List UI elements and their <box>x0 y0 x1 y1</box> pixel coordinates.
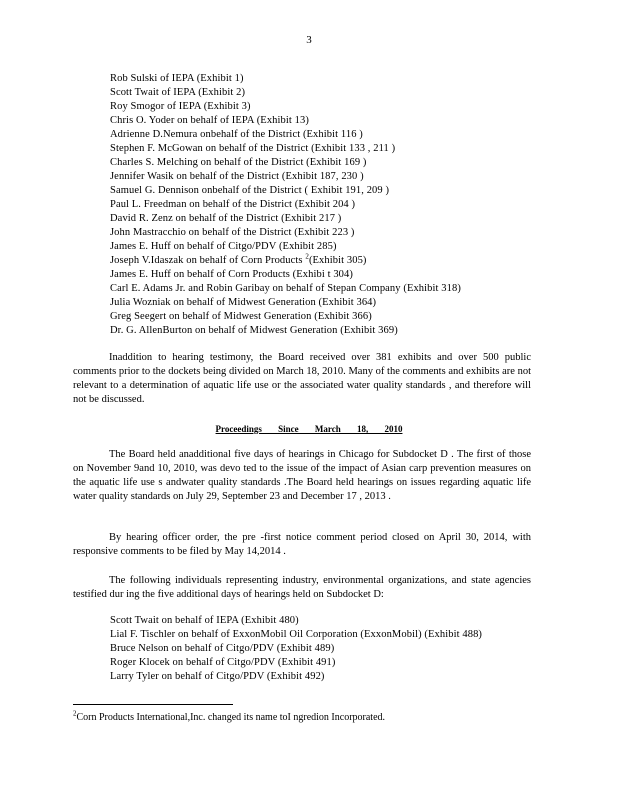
page-number: 3 <box>306 34 312 46</box>
paragraph-additional-hearings: The Board held anadditional five days of hearings in Chicago for Subdocket D . The first of those on November 9and 10, 2010, was devo ted to the issue of the impact of Asian carp prevention measures on the aquatic life use s andwater quality standards .The Board held hearings on issues regarding aquatic life water quality standards on July 29, September 23 and December 17 , 2013 . <box>73 449 531 502</box>
list-item: Scott Twait of IEPA (Exhibit 2) <box>110 87 246 98</box>
list-item: John Mastracchio on behalf of the District (Exhibit 223 ) <box>110 227 355 238</box>
list-item: Lial F. Tischler on behalf of ExxonMobil Oil Corporation (ExxonMobil) (Exhibit 488) <box>110 629 483 640</box>
exhibit-reference: (Exhibit 305) <box>308 255 367 266</box>
list-item: Charles S. Melching on behalf of the District (Exhibit 169 ) <box>110 157 367 168</box>
footnote <box>73 711 385 724</box>
footnote-text: Corn Products International,Inc. changed its name toI ngredion Incorporated. <box>76 712 386 723</box>
list-item: James E. Huff on behalf of Citgo/PDV (Exhibit 285) <box>110 241 337 252</box>
list-item: Jennifer Wasik on behalf of the District (Exhibit 187, 230 ) <box>110 171 364 182</box>
list-item: Larry Tyler on behalf of Citgo/PDV (Exhibit 492) <box>110 671 325 682</box>
witness-list-first-hearings <box>110 72 461 338</box>
list-item: Dr. G. AllenBurton on behalf of Midwest Generation (Exhibit 369) <box>110 325 398 336</box>
list-item: Roger Klocek on behalf of Citgo/PDV (Exhibit 491) <box>110 657 336 668</box>
section-heading: Proceedings Since March 18, 2010 <box>215 424 403 434</box>
paragraph-exhibits: Inaddition to hearing testimony, the Board received over 381 exhibits and over 500 public comments prior to the dockets being divided on March 18, 2010. Many of the comments and exhibits are not relevant to a determination of aquatic life use or the associated water quality standards , and therefore will not be discussed. <box>73 352 531 405</box>
list-item: James E. Huff on behalf of Corn Products (Exhibi t 304) <box>110 269 353 280</box>
footnote-divider <box>73 704 233 705</box>
list-item-text: Joseph V.Idaszak on behalf of Corn Products <box>110 255 303 266</box>
witness-list-subdocket-d <box>110 614 482 684</box>
paragraph-testifiers-intro: The following individuals representing industry, environmental organizations, and state agencies testified dur ing the five additional days of hearings held on Subdocket D: <box>73 575 531 600</box>
footnote-marker: 2 <box>73 709 77 718</box>
list-item-with-footnote <box>110 254 461 268</box>
list-item: Scott Twait on behalf of IEPA (Exhibit 480) <box>110 615 299 626</box>
list-item: Roy Smogor of IEPA (Exhibit 3) <box>110 101 251 112</box>
list-item: Paul L. Freedman on behalf of the District (Exhibit 204 ) <box>110 199 356 210</box>
list-item: Adrienne D.Nemura onbehalf of the District (Exhibit 116 ) <box>110 129 363 140</box>
list-item: Bruce Nelson on behalf of Citgo/PDV (Exhibit 489) <box>110 643 335 654</box>
footnote-reference: 2 <box>305 252 309 261</box>
list-item: Julia Wozniak on behalf of Midwest Generation (Exhibit 364) <box>110 297 377 308</box>
list-item: Samuel G. Dennison onbehalf of the District ( Exhibit 191, 209 ) <box>110 185 390 196</box>
list-item: David R. Zenz on behalf of the District (Exhibit 217 ) <box>110 213 342 224</box>
list-item: Greg Seegert on behalf of Midwest Generation (Exhibit 366) <box>110 311 372 322</box>
paragraph-comment-period: By hearing officer order, the pre -first notice comment period closed on April 30, 2014, with responsive comments to be filed by May 14,2014 . <box>73 532 531 557</box>
list-item: Stephen F. McGowan on behalf of the District (Exhibit 133 , 211 ) <box>110 143 396 154</box>
list-item: Carl E. Adams Jr. and Robin Garibay on behalf of Stepan Company (Exhibit 318) <box>110 283 461 294</box>
list-item: Rob Sulski of IEPA (Exhibit 1) <box>110 73 244 84</box>
list-item: Chris O. Yoder on behalf of IEPA (Exhibit 13) <box>110 115 309 126</box>
